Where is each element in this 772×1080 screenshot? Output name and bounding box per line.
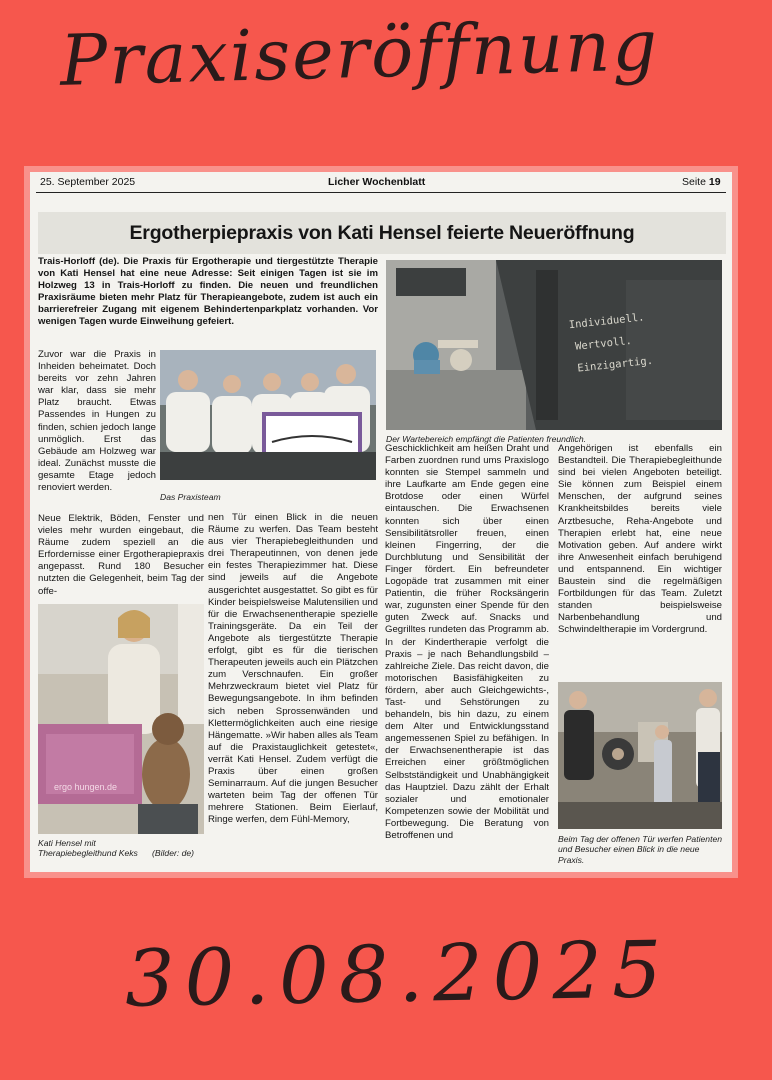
visitors-caption: Beim Tag der offenen Tür werfen Patienten und Besucher einen Blick in die neue Praxis.	[558, 834, 723, 865]
team-caption: Das Praxisteam	[160, 492, 221, 502]
wall-slogan-line-3: Einzigartig.	[576, 354, 654, 375]
article-column-3: Geschicklichkeit am heißen Draht und Farben zuordnen rund ums Praxislogo konnten sie Stempel sammeln und ihre Laufkarte am Ende gegen eine Brotdose oder einen Würfel eintauschen. Die Erwachsenen konnten sich über einen Sensibilitätsroller freuen, einen kleinen Fingerring, der die Durchblutung und Sensibilität der Finger fördert. Ein befreundeter Logopäde trat zusammen mit einer Patientin, die früher Rocksängerin war, zugunsten einer Spende für den guten Zweck auf. Snacks und Gegrilltes rundeten das Programm ab. In der Kindertherapie verfolgt die Praxis – je nach Behandlungsbild – zahlreiche Ziele. Das reicht davon, die motorischen Basisfähigkeiten zu fördern, aber auch Gleichgewichts-, Tast- und Sehstörungen zu behandeln, bis hin dazu, zu einem dem Alter und Entwicklungsstand angemessenen Spiel zu befähigen. In der Erwachsenentherapie ist das Erreichen einer größtmöglichen Selbstständigkeit und Unabhängigkeit das Hauptziel. Dazu zählt der Erhalt sozialer und emotionaler Kompetenzen sowie der Mobilität und Fortbewegung. Die Beratung von Betroffenen und	[385, 443, 549, 841]
handwritten-title: Praxiseröffnung	[59, 4, 660, 102]
article-intro: Trais-Horloff (de). Die Praxis für Ergotherapie und tiergestützte Therapie von Kati Hensel hat eine neue Adresse: Seit einigen Tagen ist sie im Holzweg 13 in Trais-Horloff zu finden. Die neuen und freundlichen Praxisräume bieten mehr Platz für Therapieangebote, zudem ist auch ein barrierefreier Zugang mit eigenem Behindertenparkplatz vorhanden. Vor wenigen Tagen wurde Einweihung gefeiert.	[38, 256, 378, 328]
kati-dog-photo-illustration	[38, 604, 204, 834]
kati-dog-photo	[38, 604, 204, 834]
article-column-1-continued: Neue Elektrik, Böden, Fenster und vieles mehr wurden eingebaut, die Räume zudem speziell an die Erfordernisse einer Ergotherapiepraxis angepasst. Rund 180 Besucher nutzten die Gelegenheit, beim Tag der offe-	[38, 513, 204, 597]
newspaper-name: Licher Wochenblatt	[328, 176, 426, 188]
article-headline: Ergotherpiepraxis von Kati Hensel feierte Neueröffnung	[129, 221, 635, 244]
header-rule	[36, 192, 726, 193]
waiting-room-caption: Der Wartebereich empfängt die Patienten freundlich.	[386, 434, 586, 444]
handwritten-date: 30.08.2025	[124, 925, 673, 1025]
headline-band	[38, 212, 726, 254]
article-column-1: Zuvor war die Praxis in Inheiden beheimatet. Doch bereits vor zehn Jahren war klar, dass sie mehr Platz braucht. Etwas Passendes in Hungen zu finden, schien jedoch lange unmöglich. Erst das Gebäude am Holzweg war ideal. Zunächst musste die gesamte Etage jedoch renoviert werden.	[38, 349, 156, 494]
visitors-photo-illustration	[558, 682, 722, 829]
waiting-room-photo-illustration	[386, 260, 722, 430]
photo-credit: (Bilder: de)	[152, 848, 195, 858]
wall-slogan	[568, 306, 654, 380]
wall-slogan-line-1: Individuell.	[568, 311, 645, 332]
issue-date: 25. September 2025	[40, 176, 136, 188]
team-photo	[160, 350, 376, 480]
newspaper-clipping	[30, 172, 732, 872]
waiting-room-photo	[386, 260, 722, 430]
article-column-4: Angehörigen ist ebenfalls ein Bestandteil. Die Therapiebegleithunde sind bei vielen Angeboten beteiligt. Sie können zum Beispiel einem Menschen, der aufgrund seines Krankheitsbildes bereits viele Arztbesuche, Reha-Angebote und Therapien erlebt hat, eine neue Motivation geben. Auf andere wirkt ihre Anwesenheit einfach beruhigend und entspannend. Ein wichtiger Baustein sind die regelmäßigen Fortbildungen für das Team. Zuletzt standen beispielsweise Narbenbehandlung und Schwindeltherapie im Vordergrund.	[558, 443, 722, 636]
wall-slogan-line-2: Wertvoll.	[574, 334, 633, 353]
praxis-sign: ergo hungen.de	[54, 782, 118, 792]
article-column-2: nen Tür einen Blick in die neuen Räume zu werfen. Das Team besteht aus vier Therapiebegleithunden und drei Therapeutinnen, von denen jede ein festes Therapiezimmer hat. Diese sind jeweils auf die Angebote ausgerichtet ausgestattet. So gibt es für Kinder beispielsweise Malutensilien und für die Erwachsenentherapie spezielle Trainingsgeräte. Da ein Teil der Angebote als tiergestützte Therapie erfolgt, gibt es für die tierischen Therapeuten jeweils auch ein Plätzchen zum Verschnaufen. Ein großer Mehrzweckraum bietet viel Platz für Bewegungsangebote. In ihm befinden sich neben Sprossenwänden und Klettermöglichkeiten auch eine riesige Hängematte. »Wir haben alles als Team auf die Praxistauglichkeit getestet«, verrät Kati Hensel. Zudem verfügt die Praxis über einen großen Seminarraum. Auf die jungen Besucher warteten beim Tag der offenen Tür mehrere Stationen. Beim Eierlauf, Ringe werfen, dem Fühl-Memory,	[208, 512, 378, 826]
page-number	[682, 176, 721, 188]
kati-caption: Kati Hensel mit Therapiebegleithund Keks	[38, 838, 138, 859]
page-number-value: 19	[708, 176, 721, 188]
team-photo-illustration	[160, 350, 376, 480]
page-label: Seite	[682, 176, 706, 188]
visitors-photo	[558, 682, 722, 829]
